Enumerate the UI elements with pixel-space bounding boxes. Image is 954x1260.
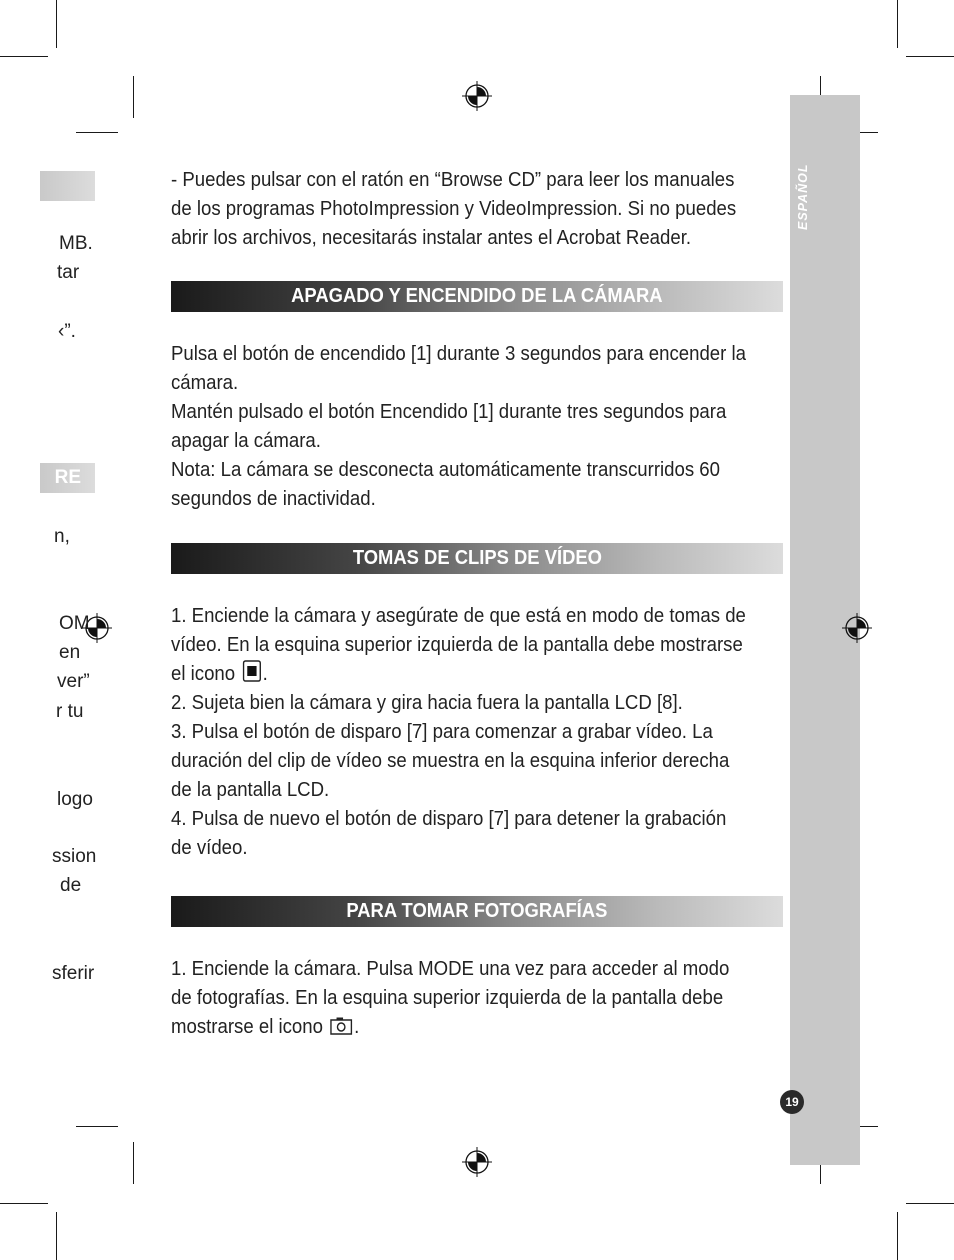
intro-paragraph (171, 166, 748, 253)
section-heading-photo (171, 896, 783, 927)
video-step-1-text: 1. Enciende la cámara y asegúrate de que está en modo de tomas de vídeo. En la esquina superior izquierda de la pantalla debe mostrarse el icono (171, 605, 746, 685)
left-fragment: sferir (52, 963, 95, 984)
crop-mark (906, 56, 954, 57)
crop-mark (76, 132, 118, 133)
registration-mark-icon (842, 613, 872, 643)
left-fragment: ssion (52, 846, 97, 867)
video-mode-icon (242, 660, 261, 682)
registration-mark-icon (462, 1147, 492, 1177)
left-section-band: RE (40, 463, 95, 493)
left-fragment: ver” (57, 671, 90, 692)
left-fragment: OM (59, 613, 90, 634)
crop-mark (906, 1203, 954, 1204)
section-title: PARA TOMAR FOTOGRAFÍAS (346, 900, 608, 922)
photo-step-1-text: 1. Enciende la cámara. Pulsa MODE una vez para acceder al modo de fotografías. En la esquina superior izquierda de la pantalla debe mostrarse el icono (171, 958, 730, 1038)
left-fragment: ‹”. (58, 321, 76, 342)
section-heading-video (171, 543, 783, 574)
left-fragment: r tu (56, 701, 84, 722)
left-fragment: logo (57, 789, 93, 810)
page-number: 19 (780, 1090, 804, 1114)
photo-mode-icon (330, 1017, 352, 1035)
crop-mark (133, 1142, 134, 1184)
language-label: ESPAÑOL (796, 163, 810, 230)
video-step-2: 2. Sujeta bien la cámara y gira hacia fuera la pantalla LCD [8]. (171, 692, 683, 714)
video-step-4: 4. Pulsa de nuevo el botón de disparo [7] para detener la grabación de vídeo. (171, 808, 727, 859)
power-line: Mantén pulsado el botón Encendido [1] durante tres segundos para apagar la cámara. (171, 401, 727, 452)
section-title: TOMAS DE CLIPS DE VÍDEO (352, 547, 602, 569)
left-fragment: en (59, 642, 81, 663)
video-step-1 (171, 602, 748, 689)
crop-mark (56, 1212, 57, 1260)
crop-mark (897, 0, 898, 48)
intro-text: - Puedes pulsar con el ratón en “Browse CD” para leer los manuales de los programas PhotoImpression y VideoImpression. Si no puedes abrir los archivos, necesitarás instalar antes el Acrobat Reader. (171, 169, 737, 249)
photo-step-1 (171, 955, 748, 1042)
section-title: APAGADO Y ENCENDIDO DE LA CÁMARA (291, 285, 663, 307)
crop-mark (76, 1126, 118, 1127)
power-line: Nota: La cámara se desconecta automáticamente transcurridos 60 segundos de inactividad. (171, 459, 720, 510)
left-fragment: MB. (59, 233, 93, 254)
video-section-body (171, 602, 748, 863)
left-fragment: n, (54, 526, 70, 547)
crop-mark (897, 1212, 898, 1260)
crop-mark (0, 1203, 48, 1204)
section-heading-power (171, 281, 783, 312)
photo-section-body (171, 955, 748, 1042)
power-line: Pulsa el botón de encendido [1] durante 3 segundos para encender la cámara. (171, 343, 746, 394)
video-step-3: 3. Pulsa el botón de disparo [7] para comenzar a grabar vídeo. La duración del clip de vídeo se muestra en la esquina inferior derecha de la pantalla LCD. (171, 721, 730, 801)
crop-mark (0, 56, 48, 57)
power-section-body (171, 340, 748, 514)
left-fragment: tar (57, 262, 80, 283)
crop-mark (56, 0, 57, 48)
left-section-band (40, 171, 95, 201)
registration-mark-icon (462, 81, 492, 111)
photo-step-1-end: . (354, 1016, 360, 1038)
left-fragment: de (60, 875, 82, 896)
crop-mark (133, 76, 134, 118)
video-step-1-end: . (262, 663, 268, 685)
